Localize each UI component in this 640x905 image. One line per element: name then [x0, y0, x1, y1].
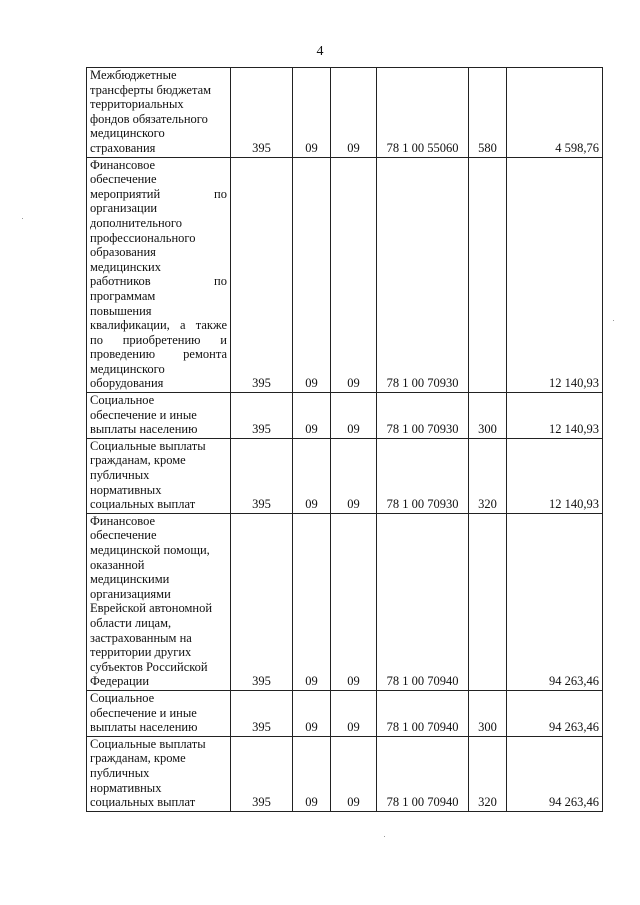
section-code-cell: 09	[293, 513, 331, 690]
expense-type-cell: 580	[469, 68, 507, 158]
target-article-cell: 78 1 00 70930	[377, 393, 469, 439]
item-name-cell	[87, 513, 231, 690]
item-name-line: социальных выплат	[90, 795, 196, 810]
item-name-line: Социальное	[90, 393, 155, 408]
amount-cell: 94 263,46	[507, 690, 603, 736]
ministry-code-cell: 395	[231, 438, 293, 513]
section-code-cell: 09	[293, 157, 331, 393]
item-name-line: медицинских	[90, 259, 161, 274]
item-name-line: трансферты бюджетам	[90, 82, 212, 97]
item-name-line: работников по	[90, 274, 227, 289]
item-name-line: обеспечение	[90, 172, 157, 187]
item-name-line: медицинского	[90, 361, 165, 376]
section-code-cell: 09	[293, 736, 331, 811]
item-name-line: Федерации	[90, 674, 150, 689]
table-row	[87, 68, 603, 158]
item-name-line: проведению ремонта	[90, 347, 227, 362]
item-name-line: программам	[90, 288, 156, 303]
item-name-cell	[87, 438, 231, 513]
ministry-code-cell: 395	[231, 690, 293, 736]
table-row	[87, 690, 603, 736]
item-name-line: профессионального	[90, 230, 196, 245]
subsection-code-cell: 09	[331, 393, 377, 439]
expense-type-cell: 320	[469, 736, 507, 811]
item-name-line: по приобретению и	[90, 332, 227, 347]
table-row	[87, 736, 603, 811]
ministry-code-cell: 395	[231, 68, 293, 158]
item-name-line: Еврейской автономной	[90, 601, 213, 616]
item-name-line: выплаты населению	[90, 720, 198, 735]
item-name-line: фондов обязательного	[90, 111, 208, 126]
item-name-line: страхования	[90, 140, 156, 155]
item-name-cell	[87, 157, 231, 393]
item-name-cell	[87, 68, 231, 158]
table-row	[87, 393, 603, 439]
expense-type-cell: 300	[469, 690, 507, 736]
subsection-code-cell: 09	[331, 438, 377, 513]
section-code-cell: 09	[293, 68, 331, 158]
amount-cell: 94 263,46	[507, 736, 603, 811]
item-name-line: обеспечение и иные	[90, 705, 197, 720]
item-name-line: дополнительного	[90, 215, 182, 230]
item-name-line: организациями	[90, 586, 171, 601]
item-name-line: Социальные выплаты	[90, 438, 206, 453]
item-name-line: публичных	[90, 468, 150, 483]
page-number: 4	[316, 44, 324, 59]
item-name-cell	[87, 736, 231, 811]
item-name-line: нормативных	[90, 482, 162, 497]
subsection-code-cell: 09	[331, 690, 377, 736]
table-body	[87, 68, 603, 812]
item-name-line: выплаты населению	[90, 422, 198, 437]
item-name-cell	[87, 393, 231, 439]
item-name-line: гражданам, кроме	[90, 751, 186, 766]
amount-cell: 12 140,93	[507, 157, 603, 393]
amount-cell: 94 263,46	[507, 513, 603, 690]
subsection-code-cell: 09	[331, 157, 377, 393]
table-row	[87, 438, 603, 513]
expense-type-cell: 300	[469, 393, 507, 439]
table-row	[87, 157, 603, 393]
table-row	[87, 513, 603, 690]
subsection-code-cell: 09	[331, 513, 377, 690]
amount-cell: 12 140,93	[507, 393, 603, 439]
expense-type-cell: 320	[469, 438, 507, 513]
target-article-cell: 78 1 00 70940	[377, 513, 469, 690]
subsection-code-cell: 09	[331, 736, 377, 811]
item-name-line: публичных	[90, 765, 150, 780]
item-name-line: медицинского	[90, 126, 165, 141]
item-name-line: Межбюджетные	[90, 68, 177, 82]
section-code-cell: 09	[293, 690, 331, 736]
item-name-line: медицинскими	[90, 572, 170, 587]
expense-type-cell	[469, 157, 507, 393]
section-code-cell: 09	[293, 438, 331, 513]
subsection-code-cell: 09	[331, 68, 377, 158]
item-name-line: гражданам, кроме	[90, 453, 186, 468]
ministry-code-cell: 395	[231, 157, 293, 393]
item-name-line: застрахованным на	[90, 630, 192, 645]
target-article-cell: 78 1 00 70930	[377, 157, 469, 393]
item-name-cell	[87, 690, 231, 736]
section-code-cell: 09	[293, 393, 331, 439]
item-name-line: Финансовое	[90, 513, 156, 528]
item-name-line: Социальные выплаты	[90, 736, 206, 751]
amount-cell: 12 140,93	[507, 438, 603, 513]
target-article-cell: 78 1 00 70940	[377, 736, 469, 811]
item-name-line: нормативных	[90, 780, 162, 795]
ministry-code-cell: 395	[231, 393, 293, 439]
ministry-code-cell: 395	[231, 736, 293, 811]
amount-cell: 4 598,76	[507, 68, 603, 158]
item-name-line: оказанной	[90, 557, 145, 572]
item-name-line: оборудования	[90, 376, 164, 391]
item-name-line: медицинской помощи,	[90, 543, 210, 557]
item-name-line: квалификации, а также	[90, 318, 227, 333]
target-article-cell: 78 1 00 70940	[377, 690, 469, 736]
item-name-line: Социальное	[90, 690, 155, 705]
target-article-cell: 78 1 00 70930	[377, 438, 469, 513]
item-name-line: повышения	[90, 303, 152, 318]
item-name-line: субъектов Российской	[90, 659, 208, 674]
item-name-line: социальных выплат	[90, 497, 196, 512]
item-name-line: мероприятий по	[90, 186, 227, 201]
item-name-line: территориальных	[90, 97, 184, 112]
item-name-line: области лицам,	[90, 615, 172, 630]
item-name-line: территории других	[90, 645, 192, 660]
budget-table	[86, 67, 603, 812]
item-name-line: Финансовое	[90, 157, 156, 172]
ministry-code-cell: 395	[231, 513, 293, 690]
expense-type-cell	[469, 513, 507, 690]
item-name-line: обеспечение и иные	[90, 407, 197, 422]
item-name-line: организации	[90, 201, 158, 216]
target-article-cell: 78 1 00 55060	[377, 68, 469, 158]
item-name-line: обеспечение	[90, 528, 157, 543]
item-name-line: образования	[90, 245, 156, 260]
